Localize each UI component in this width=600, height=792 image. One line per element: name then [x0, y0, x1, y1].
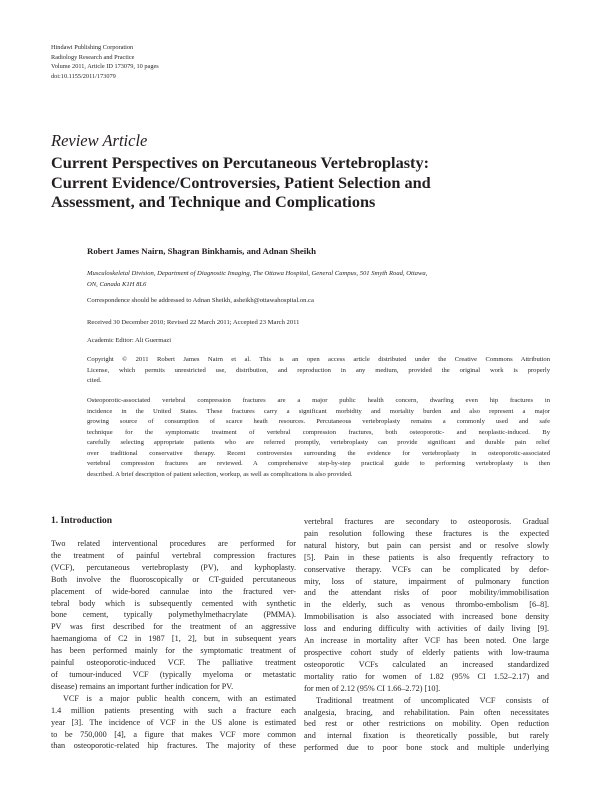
body-line: performed due to poor bone stock and multiple underlying — [304, 743, 549, 753]
body-line: and the attendant risks of poor mobility/immobilisation — [304, 588, 549, 598]
abstract-line: Osteoporotic-associated vertebral compression fractures are a major public health concern, dwarfing even hip fractures in — [87, 397, 550, 404]
abstract-line: incidence in the United States. These fractures carry a significant morbidity and mortality burden and also represent a major — [87, 407, 550, 415]
body-line: VCF is a major public health concern, with an estimated — [63, 693, 296, 703]
body-line: the treatment of painful vertebral compression fractures — [51, 550, 296, 560]
body-line: An increase in mortality after VCF has been noted. One large — [304, 636, 549, 646]
body-line: to be 750,000 [4], a figure that makes VCF more common — [51, 729, 296, 739]
body-line: pain resolution following these fractures is the expected — [304, 528, 549, 538]
body-line: PV was first described for the treatment of an aggressive — [51, 622, 296, 632]
body-line: bone cement, typically polymethylmethacrylate (PMMA). — [51, 610, 296, 620]
academic-editor: Academic Editor: Ali Guermazi — [87, 337, 172, 344]
journal-info — [51, 43, 159, 81]
affiliation-line: ON, Canada K1H 8L6 — [87, 280, 147, 288]
correspondence: Correspondence should be addressed to Adnan Sheikh, asheikh@ottawahospital.on.ca — [87, 297, 314, 304]
abstract-line: growing source of consumption of scarce heath resources. Percutaneous vertebroplasty remains a commonly used and safe — [87, 418, 550, 426]
journal-volume: Volume 2011, Article ID 173079, 10 pages — [51, 63, 159, 71]
copyright-line: cited. — [87, 377, 102, 384]
body-line: Traditional treatment of uncomplicated VCF consists of — [316, 695, 549, 705]
body-line: mortality ratio for women of 1.82 (95% CI 1.52–2.17) and — [304, 671, 549, 681]
body-line: disease) remains an important further indication for PV. — [51, 681, 234, 691]
body-column-left — [51, 538, 296, 752]
copyright-line: License, which permits unrestricted use, distribution, and reproduction in any medium, provided the original work is properly — [87, 366, 550, 374]
abstract-line: described. A brief description of patient selection, workup, as well as complications is also provided. — [87, 470, 353, 478]
title-line: Current Evidence/Controversies, Patient Selection and — [51, 172, 431, 192]
copyright-line: Copyright © 2011 Robert James Nairn et al. This is an open access article distributed under the Creative Commons Attribution — [87, 356, 550, 363]
abstract-line: technique for the symptomatic treatment of vertebral compression fractures, both osteoporotic- and neoplastic-induced. By — [87, 428, 550, 436]
body-line: Immobilisation is also associated with increased bone density — [304, 612, 549, 622]
body-line: Two related interventional procedures are performed for — [51, 539, 296, 548]
title-line: Current Perspectives on Percutaneous Vertebroplasty: — [51, 153, 430, 172]
body-line: mity, loss of stature, impairment of pulmonary function — [304, 576, 549, 586]
body-line: conservative therapy. VCFs can be complicated by defor- — [304, 564, 549, 574]
body-line: tebral body which is subsequently cemented with synthetic — [51, 598, 296, 608]
body-line: natural history, but pain can persist and or resolve slowly — [304, 540, 549, 550]
body-line: [5]. Pain in these patients is also frequently refractory to — [304, 552, 549, 562]
journal-name: Radiology Research and Practice — [51, 53, 135, 61]
body-line: of tumour-induced VCF (typically myeloma or metastatic — [51, 669, 296, 679]
body-line: than osteoporotic-related hip fractures. The majority of these — [51, 741, 296, 751]
body-line: Both involve the fluoroscopically or CT-guided percutaneous — [51, 574, 296, 584]
abstract-line: vertebral compression fractures are reviewed. A comprehensive step-by-step practical guide to performing vertebroplasty is then — [87, 460, 550, 468]
authors: Robert James Nairn, Shagran Binkhamis, and Adnan Sheikh — [87, 246, 317, 256]
body-column-right — [304, 516, 549, 754]
body-line: analgesia, bracing, and rehabilitation. Pain often necessitates — [304, 707, 549, 717]
body-line: 1.4 million patients presenting with such a fracture each — [51, 705, 296, 715]
body-line: bed rest or other restrictions on mobility. Open reduction — [304, 719, 549, 729]
abstract-line: carefully selecting appropriate patients who are referred promptly, vertebroplasty can provide significant and durable pain relief — [87, 439, 550, 447]
body-line: vertebral fractures are secondary to osteoporosis. Gradual — [304, 517, 549, 526]
body-line: in the elderly, such as venous thrombo-embolism [6–8]. — [304, 600, 549, 610]
abstract-line: over traditional conservative therapy. Recent controversies surrounding the evidence for vertebroplasty in osteoporotic-associated — [87, 449, 550, 457]
journal-publisher: Hindawi Publishing Corporation — [51, 44, 134, 51]
journal-doi[interactable]: doi:10.1155/2011/173079 — [51, 72, 116, 80]
paper-title — [51, 153, 561, 212]
body-line: and internal fixation is theoretically possible, but rarely — [304, 731, 549, 741]
body-line: placement of wide-bored cannulae into the fractured ver- — [51, 586, 296, 596]
affiliation-line: Musculoskeletal Division, Department of Diagnostic Imaging, The Ottawa Hospital, General Campus, 501 Smyth Road, Ottawa, — [87, 270, 428, 277]
body-line: has been performed mainly for the symptomatic treatment of — [51, 646, 296, 656]
body-line: painful osteoporotic-induced VCF. The palliative treatment — [51, 658, 296, 668]
body-line: year [3]. The incidence of VCF in the US alone is estimated — [51, 717, 296, 727]
body-line: haemangioma of C2 in 1987 [1, 2], but in subsequent years — [51, 634, 296, 644]
abstract — [87, 396, 550, 480]
body-line: for men of 2.12 (95% CI 1.66–2.72) [10]. — [304, 683, 441, 693]
received-dates: Received 30 December 2010; Revised 22 March 2011; Accepted 23 March 2011 — [87, 319, 300, 326]
body-line: osteoporotic VCFs calculated an increased standardized — [304, 659, 549, 669]
affiliation — [87, 269, 557, 290]
article-type: Review Article — [51, 131, 148, 150]
title-line: Assessment, and Technique and Complications — [51, 192, 376, 211]
body-line: prospective cohort study of elderly patients with low-trauma — [304, 647, 549, 657]
copyright — [87, 355, 550, 387]
body-line: (VCF), percutaneous vertebroplasty (PV), and kyphoplasty. — [51, 562, 296, 572]
section-heading-introduction: 1. Introduction — [51, 516, 113, 526]
body-line: loss and enduring difficulty with activities of daily living [9]. — [304, 624, 549, 634]
